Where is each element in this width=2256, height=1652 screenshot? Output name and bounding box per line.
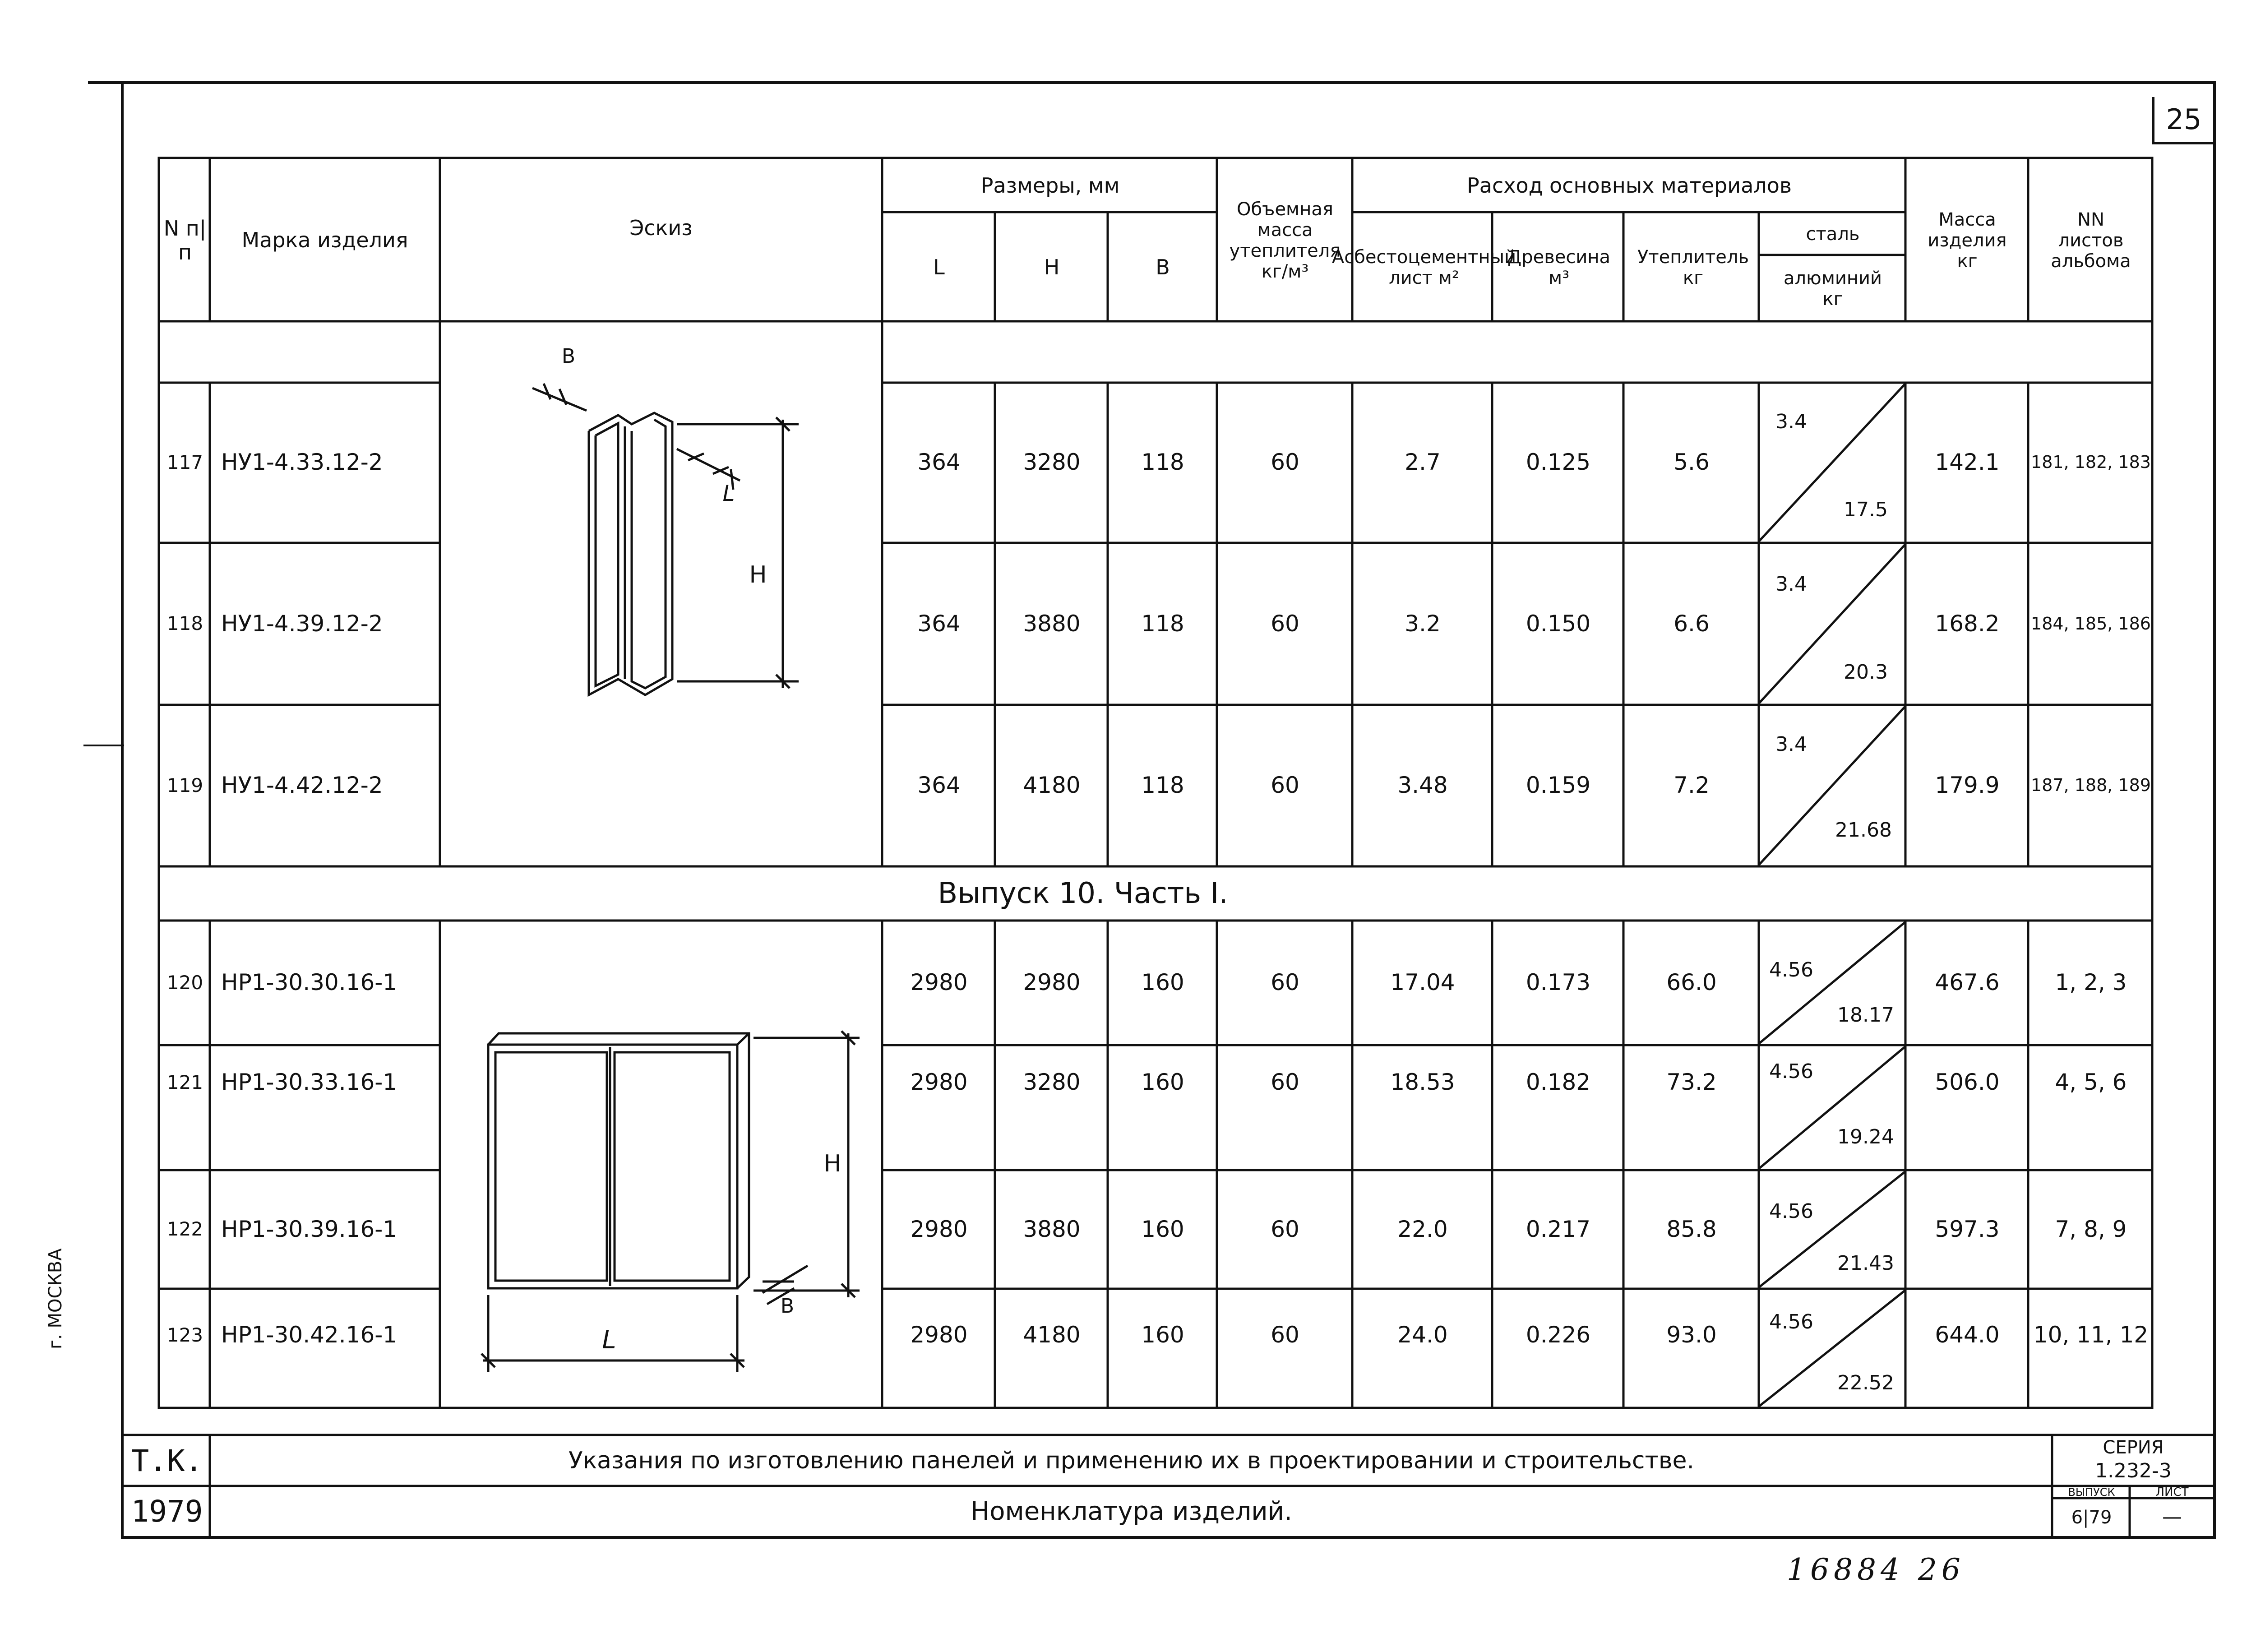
row-123-asbestos: 24.0 (1397, 1322, 1448, 1348)
row-120-L: 2980 (910, 969, 968, 996)
row-119-mark: НУ1-4.42.12-2 (221, 772, 383, 799)
row-120-B: 160 (1141, 969, 1184, 996)
title-block-sheet: — (2162, 1505, 2182, 1529)
row-117-num: 117 (166, 451, 203, 473)
row-118-num: 118 (166, 612, 203, 635)
row-119-asbestos: 3.48 (1397, 772, 1448, 799)
panel-sketch-l-label: L (602, 1325, 616, 1355)
row-118-sheets: 184, 185, 186 (2031, 613, 2151, 634)
row-122-sheets: 7, 8, 9 (2055, 1216, 2127, 1242)
row-119-insulation: 7.2 (1674, 772, 1710, 799)
header-wood: Древесина м³ (1507, 246, 1611, 288)
row-122-B: 160 (1141, 1216, 1184, 1242)
row-117-insulation: 5.6 (1674, 449, 1710, 476)
row-122-L: 2980 (910, 1216, 968, 1242)
row-118-mass: 168.2 (1935, 610, 2000, 637)
row-120-sheets: 1, 2, 3 (2055, 969, 2127, 996)
title-block-issue-label: ВЫПУСК (2068, 1486, 2115, 1499)
row-118-steel: 3.4 (1775, 572, 1807, 596)
row-120-wood: 0.173 (1526, 969, 1591, 996)
row-119-density: 60 (1271, 772, 1299, 799)
header-density: Объемная масса утеплителя кг/м³ (1229, 199, 1341, 282)
header-materials: Расход основных материалов (1467, 173, 1792, 198)
header-dimensions: Размеры, мм (980, 173, 1120, 198)
corner-sketch-b-label: B (561, 344, 576, 368)
row-122-mass: 597.3 (1935, 1216, 2000, 1242)
row-120-mark: НР1-30.30.16-1 (221, 969, 398, 996)
row-118-B: 118 (1141, 610, 1184, 637)
row-117-B: 118 (1141, 449, 1184, 476)
header-B: B (1156, 255, 1170, 280)
row-120-steel: 4.56 (1769, 958, 1813, 981)
row-119-steel: 3.4 (1775, 732, 1807, 756)
row-120-asbestos: 17.04 (1390, 969, 1455, 996)
title-block-line1: Указания по изготовлению панелей и применению их в проектировании и строительстве. (569, 1447, 1694, 1474)
row-119-L: 364 (917, 772, 961, 799)
row-117-H: 3280 (1023, 449, 1081, 476)
row-120-insulation: 66.0 (1666, 969, 1717, 996)
row-121-aluminium: 19.24 (1837, 1125, 1894, 1148)
corner-sketch-l-label: L (722, 481, 735, 507)
row-123-steel: 4.56 (1769, 1310, 1813, 1333)
row-118-mark: НУ1-4.39.12-2 (221, 610, 383, 637)
row-119-H: 4180 (1023, 772, 1081, 799)
row-117-aluminium: 17.5 (1844, 498, 1888, 521)
row-123-aluminium: 22.52 (1837, 1371, 1894, 1394)
row-123-num: 123 (166, 1323, 203, 1346)
row-122-H: 3880 (1023, 1216, 1081, 1242)
row-121-steel: 4.56 (1769, 1060, 1813, 1083)
row-117-sheets: 181, 182, 183 (2031, 452, 2151, 472)
header-num: N п|п (163, 216, 207, 264)
row-119-num: 119 (166, 774, 203, 796)
row-120-mass: 467.6 (1935, 969, 2000, 996)
row-123-B: 160 (1141, 1322, 1184, 1348)
row-119-aluminium: 21.68 (1835, 818, 1892, 842)
row-118-L: 364 (917, 610, 961, 637)
row-120-density: 60 (1271, 969, 1299, 996)
row-121-density: 60 (1271, 1069, 1299, 1096)
title-block-issue: 6|79 (2071, 1507, 2112, 1528)
row-117-L: 364 (917, 449, 961, 476)
row-123-sheets: 10, 11, 12 (2033, 1322, 2149, 1348)
row-122-insulation: 85.8 (1666, 1216, 1717, 1242)
row-123-mass: 644.0 (1935, 1322, 2000, 1348)
title-block-tk: Т.К. (131, 1443, 203, 1478)
footer-note: 16884 26 (1787, 1552, 1965, 1587)
row-123-mark: НР1-30.42.16-1 (221, 1322, 398, 1348)
row-122-wood: 0.217 (1526, 1216, 1591, 1242)
row-117-density: 60 (1271, 449, 1299, 476)
row-117-asbestos: 2.7 (1405, 449, 1441, 476)
row-119-B: 118 (1141, 772, 1184, 799)
title-block-series: 1.232-3 (2095, 1459, 2172, 1483)
margin-city: г. МОСКВА (45, 1248, 66, 1349)
page-number: 25 (2166, 103, 2202, 136)
header-aluminium: алюминий кг (1783, 268, 1882, 310)
row-120-num: 120 (166, 971, 203, 994)
header-mark: Марка изделия (241, 228, 408, 253)
row-122-num: 122 (166, 1218, 203, 1240)
row-121-wood: 0.182 (1526, 1069, 1591, 1096)
row-121-sheets: 4, 5, 6 (2055, 1069, 2127, 1096)
title-block-line2: Номенклатура изделий. (971, 1496, 1292, 1526)
row-118-density: 60 (1271, 610, 1299, 637)
row-117-wood: 0.125 (1526, 449, 1591, 476)
header-H: H (1044, 255, 1060, 280)
row-121-B: 160 (1141, 1069, 1184, 1096)
row-120-aluminium: 18.17 (1837, 1003, 1894, 1027)
row-122-density: 60 (1271, 1216, 1299, 1242)
row-118-H: 3880 (1023, 610, 1081, 637)
row-118-aluminium: 20.3 (1844, 660, 1888, 684)
row-120-H: 2980 (1023, 969, 1081, 996)
row-123-H: 4180 (1023, 1322, 1081, 1348)
row-121-num: 121 (166, 1071, 203, 1093)
row-123-L: 2980 (910, 1322, 968, 1348)
header-sheets: NN листов альбома (2051, 209, 2131, 272)
row-121-L: 2980 (910, 1069, 968, 1096)
row-122-asbestos: 22.0 (1397, 1216, 1448, 1242)
title-block-sheet-label: ЛИСТ (2155, 1485, 2189, 1499)
row-122-mark: НР1-30.39.16-1 (221, 1216, 398, 1242)
title-block-series-label: СЕРИЯ (2103, 1437, 2164, 1458)
title-block-year: 1979 (131, 1494, 203, 1529)
panel-sketch-h-label: H (823, 1150, 841, 1178)
row-121-insulation: 73.2 (1666, 1069, 1717, 1096)
section-title: Выпуск 10. Часть I. (938, 877, 1228, 911)
row-122-aluminium: 21.43 (1837, 1251, 1894, 1275)
row-121-asbestos: 18.53 (1390, 1069, 1455, 1096)
panel-sketch-b-label: B (780, 1294, 795, 1318)
header-asbestos: Асбестоцементный лист м² (1331, 246, 1516, 288)
row-121-mark: НР1-30.33.16-1 (221, 1069, 398, 1096)
row-119-wood: 0.159 (1526, 772, 1591, 799)
row-117-mass: 142.1 (1935, 449, 2000, 476)
corner-sketch-h-label: H (749, 561, 767, 589)
row-118-insulation: 6.6 (1674, 610, 1710, 637)
row-119-mass: 179.9 (1935, 772, 2000, 799)
row-123-density: 60 (1271, 1322, 1299, 1348)
row-123-wood: 0.226 (1526, 1322, 1591, 1348)
row-117-steel: 3.4 (1775, 410, 1807, 433)
row-119-sheets: 187, 188, 189 (2031, 775, 2151, 796)
header-mass: Масса изделия кг (1928, 209, 2007, 272)
row-122-steel: 4.56 (1769, 1199, 1813, 1223)
header-L: L (933, 255, 945, 280)
header-steel: сталь (1806, 224, 1860, 245)
header-sketch: Эскиз (629, 215, 693, 240)
row-121-mass: 506.0 (1935, 1069, 2000, 1096)
row-118-asbestos: 3.2 (1405, 610, 1441, 637)
row-121-H: 3280 (1023, 1069, 1081, 1096)
row-118-wood: 0.150 (1526, 610, 1591, 637)
row-117-mark: НУ1-4.33.12-2 (221, 449, 383, 476)
row-123-insulation: 93.0 (1666, 1322, 1717, 1348)
header-insulation: Утеплитель кг (1637, 246, 1749, 288)
